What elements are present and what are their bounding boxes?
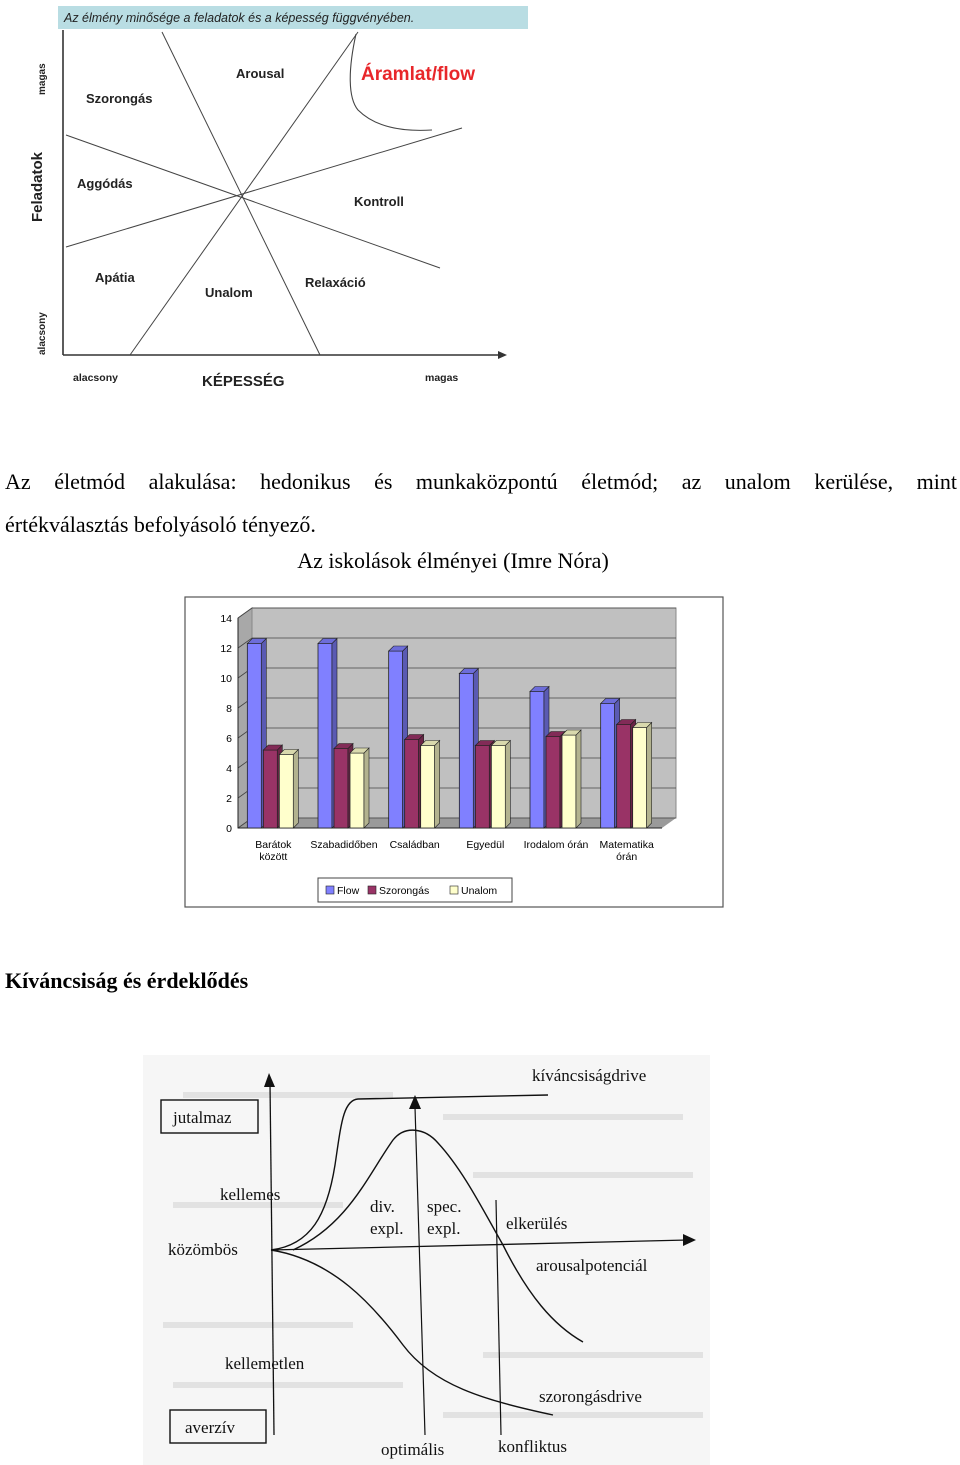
y-axis-high-label: magas <box>37 63 48 95</box>
body-paragraph <box>5 460 957 546</box>
anxiety-drive-label: szorongásdrive <box>539 1387 642 1406</box>
y-tick-label: 0 <box>226 823 232 835</box>
bar-flow <box>318 644 332 829</box>
chart-caption: Az iskolások élményei (Imre Nóra) <box>297 548 609 573</box>
x-tick-label: Irodalom órán <box>523 839 589 851</box>
y-tick-label: 14 <box>220 613 232 625</box>
paragraph-line-1: Az életmód alakulása: hedonikus és munkaközpontú életmód; az unalom kerülése, mint <box>5 469 957 494</box>
region-control-label: Kontroll <box>354 194 404 209</box>
bar-side <box>647 723 652 829</box>
bar-flow <box>389 651 403 828</box>
avoidance-label: elkerülés <box>506 1214 568 1233</box>
legend-label: Szorongás <box>379 885 430 897</box>
bar-chart <box>184 596 725 909</box>
region-flow-label: Áramlat/flow <box>361 64 476 85</box>
x-tick-label: órán <box>616 851 638 863</box>
x-tick-label: Matematika <box>599 839 654 851</box>
aversive-label: averzív <box>185 1418 236 1437</box>
curiosity-diagram <box>143 1055 710 1465</box>
conflict-label: konfliktus <box>498 1437 567 1456</box>
bar-szorongás <box>263 750 277 828</box>
bar-side <box>505 741 510 829</box>
legend-label: Flow <box>337 885 360 897</box>
region-worry-label: Aggódás <box>77 176 133 191</box>
y-tick-label: 8 <box>226 703 232 715</box>
x-tick-label: Szabadidőben <box>310 839 378 851</box>
bar-szorongás <box>475 746 489 829</box>
bar-flow <box>530 692 544 829</box>
y-tick-label: 2 <box>226 793 232 805</box>
curiosity-drive-label: kíváncsiságdrive <box>532 1066 647 1085</box>
bar-flow <box>459 674 473 829</box>
region-arousal-label: Arousal <box>236 66 285 81</box>
bar-unalom <box>350 753 364 828</box>
legend-swatch <box>326 886 334 894</box>
legend-swatch <box>368 886 376 894</box>
bar-szorongás <box>617 725 631 829</box>
legend-swatch <box>450 886 458 894</box>
bar-unalom <box>562 735 576 828</box>
neutral-label: közömbös <box>168 1240 238 1259</box>
unpleasant-label: kellemetlen <box>225 1354 305 1373</box>
bar-side <box>576 730 581 828</box>
div-expl-label-2: expl. <box>370 1219 404 1238</box>
region-apathy-label: Apátia <box>95 270 135 285</box>
bar-unalom <box>491 746 505 829</box>
bar-unalom <box>421 746 435 829</box>
x-tick-label: Barátok <box>255 839 292 851</box>
div-expl-label-1: div. <box>370 1197 395 1216</box>
y-tick-label: 12 <box>220 643 232 655</box>
x-tick-label: között <box>259 851 288 863</box>
bar-side <box>435 741 440 829</box>
x-tick-label: Egyedül <box>466 839 505 851</box>
region-relaxation-label: Relaxáció <box>305 275 366 290</box>
flow-diagram <box>0 0 560 405</box>
x-axis-title: KÉPESSÉG <box>202 373 285 390</box>
optimal-label: optimális <box>381 1440 445 1459</box>
bar-szorongás <box>405 740 419 829</box>
y-tick-label: 10 <box>220 673 232 685</box>
diagram-banner-text: Az élmény minősége a feladatok és a képesség függvényében. <box>64 11 415 25</box>
x-tick-label: Családban <box>389 839 440 851</box>
y-tick-label: 4 <box>226 763 232 775</box>
x-axis-high-label: magas <box>425 372 459 384</box>
bar-szorongás <box>334 749 348 829</box>
y-axis-title: Feladatok <box>29 151 46 222</box>
reward-label: jutalmaz <box>173 1108 232 1127</box>
legend-label: Unalom <box>461 885 498 897</box>
bar-unalom <box>633 728 647 829</box>
bar-flow <box>601 704 615 829</box>
spec-expl-label-2: expl. <box>427 1219 461 1238</box>
y-tick-label: 6 <box>226 733 232 745</box>
bar-side <box>364 748 369 828</box>
bar-flow <box>247 644 261 829</box>
x-axis-low-label: alacsony <box>73 372 118 384</box>
y-axis-low-label: alacsony <box>37 312 48 355</box>
spec-expl-label-1: spec. <box>427 1197 462 1216</box>
bar-unalom <box>279 755 293 829</box>
region-boredom-label: Unalom <box>205 285 253 300</box>
bar-szorongás <box>546 737 560 829</box>
section-heading: Kíváncsiság és érdeklődés <box>5 968 249 993</box>
paragraph-line-2: értékválasztás befolyásoló tényező. <box>5 512 316 537</box>
pleasant-label: kellemes <box>220 1185 281 1204</box>
bar-side <box>293 750 298 829</box>
arousal-potential-label: arousalpotenciál <box>536 1256 648 1275</box>
region-anxiety-label: Szorongás <box>86 91 153 106</box>
